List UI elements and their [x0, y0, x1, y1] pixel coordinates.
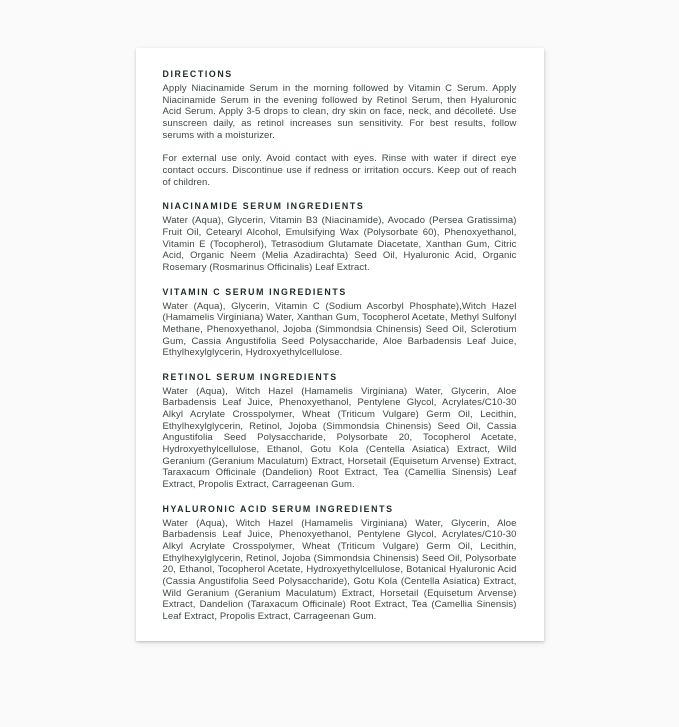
niacinamide-ingredients-heading: NIACINAMIDE SERUM INGREDIENTS [162, 201, 365, 212]
vitamin-c-serum-ingredients-section [163, 287, 517, 359]
niacinamide-ingredients-list: Water (Aqua), Glycerin, Vitamin B3 (Niacinamide), Avocado (Persea Gratissima) Fruit Oil, Cetearyl Alcohol, Emulsifying Wax (Polysorbate 60), Phenoxyethanol, Vitamin E (Tocopherol), Tetrasodium Glutamate Diacetate, Xanthan Gum, Citric Acid, Organic Neem (Melia Azadirachta) Seed Oil, Hyaluronic Acid, Organic Rosemary (Rosmarinus Officinalis) Leaf Extract. [162, 215, 517, 273]
retinol-serum-ingredients-section [163, 372, 517, 491]
vitamin-c-ingredients-heading: VITAMIN C SERUM INGREDIENTS [162, 286, 347, 297]
product-label-card [136, 48, 544, 641]
niacinamide-serum-ingredients-section [163, 201, 517, 273]
hyaluronic-acid-ingredients-heading: HYALURONIC ACID SERUM INGREDIENTS [162, 503, 394, 514]
external-use-warning-paragraph: For external use only. Avoid contact with eyes. Rinse with water if direct eye contact occurs. Discontinue use if redness or irritation occurs. Keep out of reach of children. [162, 153, 517, 188]
vitamin-c-ingredients-list: Water (Aqua), Glycerin, Vitamin C (Sodium Ascorbyl Phosphate),Witch Hazel (Hamamelis Virginiana) Water, Xanthan Gum, Tocopherol Acetate, Methyl Sulfonyl Methane, Phenoxyethanol, Jojoba (Simmondsia Chinensis) Seed Oil, Sclerotium Gum, Cassia Angustifolia Seed Polysaccharide, Aloe Barbadensis Leaf Juice, Ethylhexylglycerin, Hydroxyethylcellulose. [162, 300, 517, 359]
hyaluronic-acid-serum-ingredients-section [163, 504, 517, 623]
directions-heading: DIRECTIONS [162, 69, 233, 79]
directions-section [163, 69, 517, 188]
retinol-ingredients-list: Water (Aqua), Witch Hazel (Hamamelis Virginiana) Water, Glycerin, Aloe Barbadensis Leaf Juice, Phenoxyethanol, Pentylene Glycol, Acrylates/C10-30 Alkyl Acrylate Crosspolymer, Wheat (Triticum Vulgare) Germ Oil, Lecithin, Ethylhexylglycerin, Retinol, Jojoba (Simmondsia Chinensis) Seed Oil, Cassia Angustifolia Seed Polysaccharide, Polysorbate 20, Tocopherol Acetate, Hydroxyethylcellulose, Ethanol, Gotu Kola (Centella Asiatica) Extract, Wild Geranium (Geranium Maculatum) Extract, Horsetail (Equisetum Arvense) Extract, Taraxacum Officinale (Dandelion) Root Extract, Tea (Camellia Sinensis) Leaf Extract, Propolis Extract, Carrageenan Gum. [162, 385, 517, 491]
hyaluronic-acid-ingredients-list: Water (Aqua), Witch Hazel (Hamamelis Virginiana) Water, Glycerin, Aloe Barbadensis Leaf Juice, Phenoxyethanol, Pentylene Glycol, Acrylates/C10-30 Alkyl Acrylate Crosspolymer, Wheat (Triticum Vulgare) Germ Oil, Lecithin, Ethylhexylglycerin, Retinol, Jojoba (Simmondsia Chinensis) Seed Oil, Polysorbate 20, Ethanol, Tocopherol Acetate, Hydroxyethylcellulose, Botanical Hyaluronic Acid (Cassia Angustifolia Seed Polysaccharide), Gotu Kola (Centella Asiatica) Extract, Wild Geranium (Geranium Maculatum) Extract, Horsetail (Equisetum Arvense) Extract, Dandelion (Taraxacum Officinale) Root Extract, Tea (Camellia Sinensis) Leaf Extract, Propolis Extract, Carrageenan Gum. [162, 517, 517, 622]
directions-paragraph: Apply Niacinamide Serum in the morning followed by Vitamin C Serum. Apply Niacinamide Serum in the evening followed by Retinol Serum, then Hyaluronic Acid Serum. Apply 3-5 drops to clean, dry skin on face, neck, and décolleté. Use sunscreen daily, as retinol increases sun sensitivity. For best results, follow serums with a moisturizer. [162, 83, 517, 141]
retinol-ingredients-heading: RETINOL SERUM INGREDIENTS [162, 371, 338, 382]
